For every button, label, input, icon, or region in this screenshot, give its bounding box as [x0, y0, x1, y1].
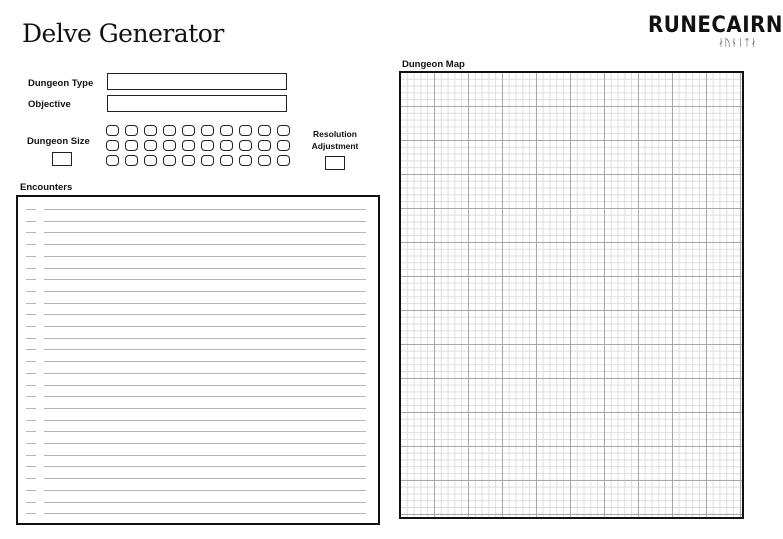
- encounter-number-line: [26, 256, 36, 257]
- encounter-row[interactable]: [26, 396, 366, 397]
- dungeon-size-checkbox[interactable]: [258, 155, 271, 166]
- dungeon-map-grid[interactable]: [399, 71, 744, 519]
- encounter-row[interactable]: [26, 513, 366, 514]
- encounter-row[interactable]: [26, 466, 366, 467]
- encounter-number-line: [26, 420, 36, 421]
- encounter-row[interactable]: [26, 420, 366, 421]
- encounters-label: Encounters: [20, 182, 73, 193]
- encounter-text-line: [44, 232, 366, 233]
- encounter-text-line: [44, 396, 366, 397]
- dungeon-size-checkbox[interactable]: [144, 125, 157, 136]
- encounter-number-line: [26, 326, 36, 327]
- encounter-row[interactable]: [26, 209, 366, 210]
- dungeon-type-label: Dungeon Type: [28, 78, 94, 89]
- objective-field[interactable]: [107, 95, 287, 112]
- brand-runes: ᛅᚢᚾᛁᛏᛅ: [718, 38, 757, 49]
- encounter-row[interactable]: [26, 221, 366, 222]
- encounter-text-line: [44, 326, 366, 327]
- resolution-label-line1: Resolution: [313, 129, 357, 139]
- page-title: Delve Generator: [22, 19, 224, 48]
- encounter-row[interactable]: [26, 303, 366, 304]
- encounter-number-line: [26, 349, 36, 350]
- dungeon-size-checkbox[interactable]: [258, 140, 271, 151]
- encounter-number-line: [26, 513, 36, 514]
- encounter-row[interactable]: [26, 349, 366, 350]
- dungeon-size-checkbox[interactable]: [220, 155, 233, 166]
- encounter-row[interactable]: [26, 385, 366, 386]
- encounter-number-line: [26, 373, 36, 374]
- dungeon-size-checkbox[interactable]: [163, 125, 176, 136]
- encounter-text-line: [44, 338, 366, 339]
- encounter-number-line: [26, 408, 36, 409]
- encounter-row[interactable]: [26, 361, 366, 362]
- dungeon-size-checkbox-grid: [106, 125, 290, 166]
- encounter-row[interactable]: [26, 244, 366, 245]
- encounter-number-line: [26, 455, 36, 456]
- encounter-text-line: [44, 478, 366, 479]
- dungeon-size-checkbox[interactable]: [220, 140, 233, 151]
- encounter-number-line: [26, 396, 36, 397]
- dungeon-size-checkbox[interactable]: [106, 125, 119, 136]
- encounter-number-line: [26, 303, 36, 304]
- dungeon-size-checkbox[interactable]: [144, 155, 157, 166]
- encounter-number-line: [26, 291, 36, 292]
- dungeon-size-checkbox[interactable]: [258, 125, 271, 136]
- encounter-number-line: [26, 221, 36, 222]
- encounter-text-line: [44, 279, 366, 280]
- encounter-number-line: [26, 431, 36, 432]
- encounter-text-line: [44, 385, 366, 386]
- encounter-text-line: [44, 209, 366, 210]
- dungeon-size-checkbox[interactable]: [125, 125, 138, 136]
- encounter-number-line: [26, 268, 36, 269]
- resolution-adjustment-label: [303, 128, 367, 152]
- dungeon-size-checkbox[interactable]: [182, 125, 195, 136]
- encounter-row[interactable]: [26, 431, 366, 432]
- encounter-number-line: [26, 279, 36, 280]
- encounter-number-line: [26, 478, 36, 479]
- encounter-text-line: [44, 291, 366, 292]
- encounter-text-line: [44, 408, 366, 409]
- resolution-label-line2: Adjustment: [311, 141, 359, 151]
- encounter-text-line: [44, 455, 366, 456]
- encounter-row[interactable]: [26, 490, 366, 491]
- encounter-text-line: [44, 361, 366, 362]
- encounter-row[interactable]: [26, 455, 366, 456]
- dungeon-size-checkbox[interactable]: [239, 155, 252, 166]
- dungeon-size-checkbox[interactable]: [201, 155, 214, 166]
- encounter-text-line: [44, 466, 366, 467]
- encounter-number-line: [26, 490, 36, 491]
- encounter-row[interactable]: [26, 314, 366, 315]
- encounter-text-line: [44, 373, 366, 374]
- encounter-row[interactable]: [26, 408, 366, 409]
- dungeon-size-box[interactable]: [52, 152, 72, 166]
- dungeon-type-field[interactable]: [107, 73, 287, 90]
- encounter-text-line: [44, 314, 366, 315]
- encounter-row[interactable]: [26, 443, 366, 444]
- encounter-number-line: [26, 443, 36, 444]
- encounter-number-line: [26, 502, 36, 503]
- brand-name: RUNECAIRN: [648, 13, 783, 38]
- encounter-number-line: [26, 209, 36, 210]
- encounter-text-line: [44, 303, 366, 304]
- encounter-row[interactable]: [26, 268, 366, 269]
- encounter-text-line: [44, 268, 366, 269]
- encounter-number-line: [26, 466, 36, 467]
- dungeon-size-checkbox[interactable]: [182, 140, 195, 151]
- objective-label: Objective: [28, 99, 71, 110]
- dungeon-size-checkbox[interactable]: [201, 125, 214, 136]
- dungeon-size-checkbox[interactable]: [144, 140, 157, 151]
- encounter-number-line: [26, 244, 36, 245]
- dungeon-size-checkbox[interactable]: [201, 140, 214, 151]
- dungeon-size-checkbox[interactable]: [125, 140, 138, 151]
- encounter-row[interactable]: [26, 232, 366, 233]
- dungeon-size-checkbox[interactable]: [106, 140, 119, 151]
- encounters-box: [16, 195, 380, 525]
- encounter-row[interactable]: [26, 291, 366, 292]
- encounter-text-line: [44, 420, 366, 421]
- encounter-number-line: [26, 314, 36, 315]
- dungeon-size-checkbox[interactable]: [239, 125, 252, 136]
- encounter-text-line: [44, 256, 366, 257]
- encounter-row[interactable]: [26, 478, 366, 479]
- dungeon-size-checkbox[interactable]: [239, 140, 252, 151]
- encounter-row[interactable]: [26, 279, 366, 280]
- encounter-row[interactable]: [26, 326, 366, 327]
- dungeon-size-checkbox[interactable]: [220, 125, 233, 136]
- dungeon-size-checkbox[interactable]: [277, 125, 290, 136]
- dungeon-size-checkbox[interactable]: [277, 140, 290, 151]
- encounter-row[interactable]: [26, 338, 366, 339]
- encounter-number-line: [26, 232, 36, 233]
- encounter-text-line: [44, 349, 366, 350]
- encounter-row[interactable]: [26, 373, 366, 374]
- encounter-number-line: [26, 361, 36, 362]
- encounter-number-line: [26, 385, 36, 386]
- encounter-text-line: [44, 513, 366, 514]
- encounter-text-line: [44, 502, 366, 503]
- dungeon-size-checkbox[interactable]: [277, 155, 290, 166]
- dungeon-size-checkbox[interactable]: [125, 155, 138, 166]
- dungeon-size-checkbox[interactable]: [106, 155, 119, 166]
- encounter-text-line: [44, 431, 366, 432]
- dungeon-size-checkbox[interactable]: [182, 155, 195, 166]
- dungeon-map-label: Dungeon Map: [402, 59, 465, 70]
- dungeon-size-checkbox[interactable]: [163, 140, 176, 151]
- encounter-number-line: [26, 338, 36, 339]
- encounter-row[interactable]: [26, 256, 366, 257]
- encounter-text-line: [44, 490, 366, 491]
- encounter-text-line: [44, 244, 366, 245]
- encounter-row[interactable]: [26, 502, 366, 503]
- resolution-adjustment-box[interactable]: [325, 156, 345, 170]
- encounter-text-line: [44, 443, 366, 444]
- brand-logo: [648, 13, 783, 49]
- dungeon-size-label: Dungeon Size: [27, 136, 90, 147]
- encounter-text-line: [44, 221, 366, 222]
- dungeon-size-checkbox[interactable]: [163, 155, 176, 166]
